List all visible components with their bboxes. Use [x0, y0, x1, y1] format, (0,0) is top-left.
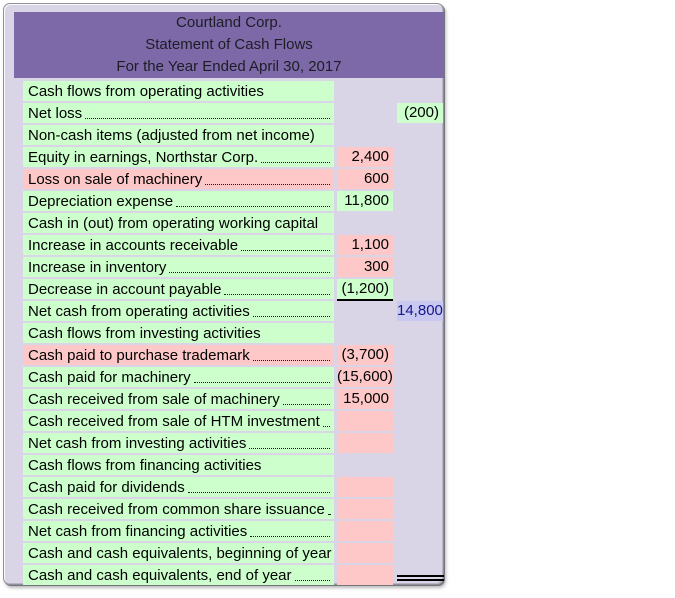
dotted-leader [241, 237, 330, 251]
row-label: Net cash from investing activities [23, 433, 334, 453]
amount-cell-mid-empty[interactable] [337, 543, 393, 563]
company-name: Courtland Corp. [176, 14, 282, 31]
row-label: Cash paid to purchase trademark [23, 345, 334, 365]
dotted-leader [224, 281, 330, 295]
dotted-leader [261, 149, 330, 163]
table-row [4, 564, 449, 586]
amount-cell-mid-empty[interactable] [337, 565, 393, 585]
row-label: Cash received from sale of HTM investment [23, 411, 334, 431]
table-row [4, 344, 449, 366]
double-underline [397, 575, 444, 581]
dotted-leader [253, 303, 330, 317]
row-label: Decrease in account payable [23, 279, 334, 299]
table-row [4, 80, 449, 102]
row-label: Cash received from common share issuance [23, 499, 334, 519]
row-label-section: Non-cash items (adjusted from net income) [23, 125, 334, 145]
cashflow-table [4, 80, 449, 586]
dotted-leader [253, 347, 330, 361]
amount-cell-total[interactable]: (200) [397, 103, 443, 123]
table-row [4, 322, 449, 344]
table-row [4, 520, 449, 542]
row-label: Net cash from operating activities [23, 301, 334, 321]
amount-cell-mid[interactable]: 300 [337, 257, 393, 277]
table-row [4, 388, 449, 410]
amount-cell-mid-empty[interactable] [337, 477, 393, 497]
dotted-leader [188, 479, 330, 493]
dotted-leader [249, 435, 330, 449]
row-label: Equity in earnings, Northstar Corp. [23, 147, 334, 167]
dotted-leader [169, 259, 330, 273]
table-row [4, 212, 449, 234]
row-label: Cash and cash equivalents, end of year [23, 565, 334, 585]
amount-cell-total[interactable]: 14,800 [397, 302, 443, 319]
statement-panel [3, 3, 444, 585]
amount-cell-mid[interactable]: (3,700) [337, 345, 393, 365]
amount-cell-mid[interactable]: 1,100 [337, 235, 393, 255]
amount-cell-mid[interactable]: 2,400 [337, 147, 393, 167]
dotted-leader [176, 193, 330, 207]
row-label: Cash paid for dividends [23, 477, 334, 497]
statement-title: Statement of Cash Flows [145, 36, 313, 53]
dotted-leader [205, 171, 330, 185]
table-row [4, 542, 449, 564]
row-label: Increase in inventory [23, 257, 334, 277]
table-row [4, 256, 449, 278]
table-row [4, 476, 449, 498]
row-label: Loss on sale of machinery [23, 169, 334, 189]
amount-cell-mid[interactable]: 600 [337, 169, 393, 189]
dotted-leader [328, 501, 330, 515]
amount-cell-mid[interactable]: (15,600) [337, 368, 393, 385]
row-label: Net cash from financing activities [23, 521, 334, 541]
table-row [4, 366, 449, 388]
row-label: Cash and cash equivalents, beginning of year [23, 543, 334, 563]
dotted-leader [85, 105, 330, 119]
table-row [4, 234, 449, 256]
period-line: For the Year Ended April 30, 2017 [116, 58, 342, 75]
amount-cell-mid[interactable]: 15,000 [337, 389, 393, 409]
table-row [4, 146, 449, 168]
table-row [4, 454, 449, 476]
statement-header [14, 12, 444, 78]
table-row [4, 300, 449, 322]
amount-cell-mid-underlined[interactable]: (1,200) [337, 279, 393, 299]
dotted-leader [250, 523, 330, 537]
amount-cell-mid-empty[interactable] [337, 433, 393, 453]
table-row [4, 432, 449, 454]
table-row [4, 168, 449, 190]
row-label: Increase in accounts receivable [23, 235, 334, 255]
table-row [4, 124, 449, 146]
table-row [4, 410, 449, 432]
row-label: Net loss [23, 103, 334, 123]
amount-cell-mid-empty[interactable] [337, 499, 393, 519]
row-label-section: Cash in (out) from operating working capital [23, 213, 334, 233]
amount-cell-mid-empty[interactable] [337, 521, 393, 541]
row-label-section: Cash flows from operating activities [23, 81, 334, 101]
dotted-leader [295, 567, 330, 581]
amount-cell-mid[interactable]: 11,800 [337, 191, 393, 211]
row-label: Depreciation expense [23, 191, 334, 211]
row-label: Cash paid for machinery [23, 367, 334, 387]
table-row [4, 498, 449, 520]
row-label: Cash received from sale of machinery [23, 389, 334, 409]
dotted-leader [323, 413, 330, 427]
dotted-leader [194, 369, 330, 383]
dotted-leader [283, 391, 330, 405]
row-label-section: Cash flows from financing activities [23, 455, 334, 475]
row-label-section: Cash flows from investing activities [23, 323, 334, 343]
table-row [4, 190, 449, 212]
table-row [4, 278, 449, 300]
table-row [4, 102, 449, 124]
amount-cell-mid-empty[interactable] [337, 411, 393, 431]
